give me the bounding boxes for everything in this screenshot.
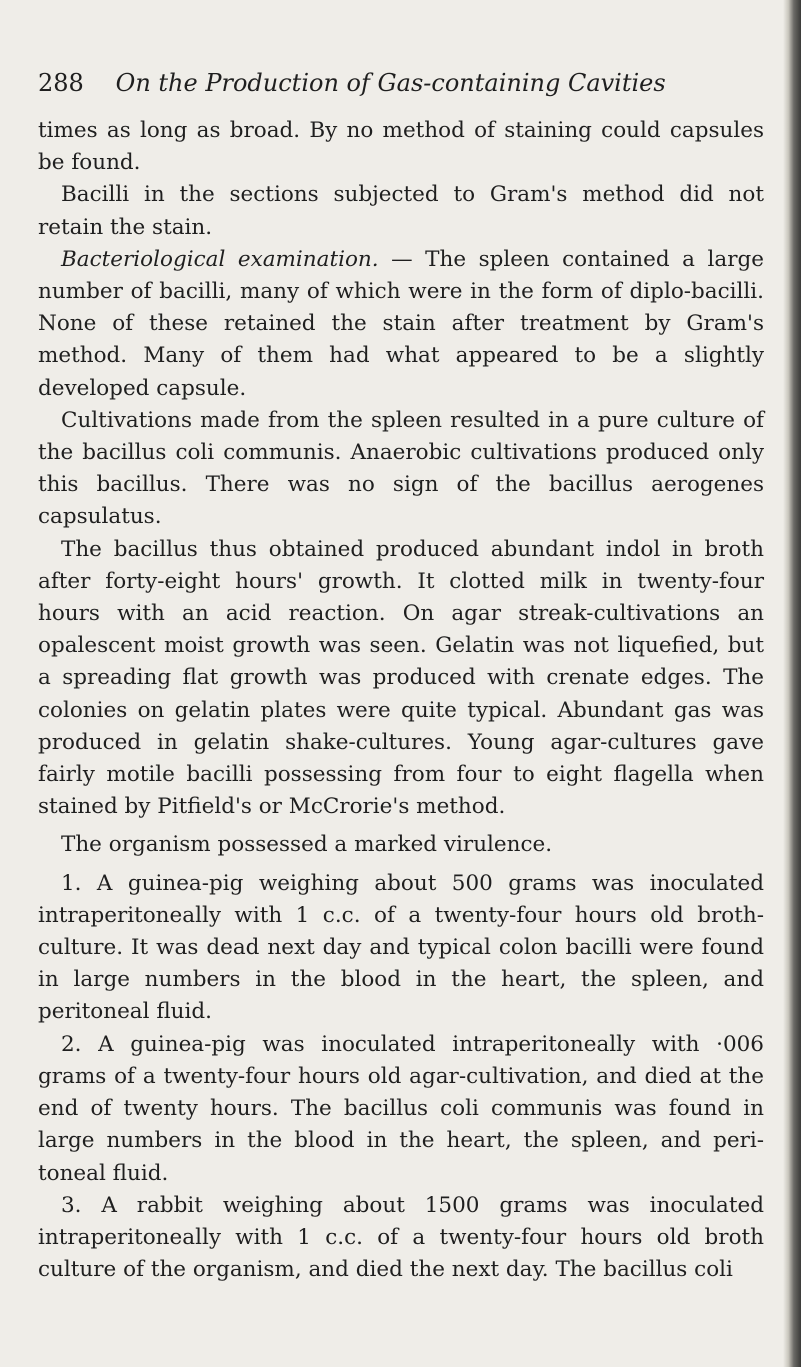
paragraph-experiment-1: 1. A guinea-pig weighing about 500 grams was inoculated intraperitoneally with 1 c.c. of a twenty-four hours old broth-culture. It was dead next day and typical colon bacilli were found in large numbers in the blood in the heart, the spleen, and peritoneal fluid.: [38, 870, 764, 1025]
paragraph-bacteriological: [38, 244, 764, 405]
paragraph-cultivations: Cultivations made from the spleen resulted in a pure culture of the bacillus coli communis. Anaerobic cultivations produced only this bacillus. There was no sign of the bacillus aerogenes capsulatus.: [38, 407, 764, 530]
section-lead: Bacteriological examination.: [61, 246, 379, 272]
paragraph-bacteriological-text: — The spleen contained a large number of bacilli, many of which were in the form of diplo-bacilli. None of these retained the stain after treatment by Gram's method. Many of them had what appeared to be a slightly developed capsule.: [38, 246, 764, 401]
paragraph-bacillus-properties: The bacillus thus obtained produced abundant indol in broth after forty-eight hours' growth. It clotted milk in twenty-four hours with an acid reaction. On agar streak-cultivations an opalescent moist growth was seen. Gelatin was not liquefied, but a spreading flat growth was produced with crenate edges. The colonies on gelatin plates were quite typical. Abundant gas was produced in gelatin shake-cultures. Young agar-cultures gave fairly motile bacilli possessing from four to eight flagella when stained by Pitfield's or McCrorie's method.: [38, 536, 764, 820]
page-header: [38, 68, 758, 98]
body-text: [38, 115, 764, 1286]
paragraph-gram-stain: Bacilli in the sections subjected to Gram's method did not retain the stain.: [38, 182, 764, 240]
paragraph-experiment-2: 2. A guinea-pig was inoculated intraperitoneally with ·006 grams of a twenty-four hours old agar-cultivation, and died at the end of twenty hours. The bacillus coli communis was found in large numbers in the blood in the heart, the spleen, and peri-toneal fluid.: [38, 1031, 764, 1186]
page-number: 288: [38, 69, 84, 97]
paragraph-virulence: The organism possessed a marked virulence.: [61, 832, 553, 858]
paragraph-experiment-3: 3. A rabbit weighing about 1500 grams was inoculated intraperitoneally with 1 c.c. of a twenty-four hours old broth culture of the organism, and died the next day. The bacillus coli: [38, 1192, 764, 1283]
paragraph-continuation: times as long as broad. By no method of staining could capsules be found.: [38, 118, 764, 176]
page-edge-shadow: [783, 0, 801, 1367]
running-title: On the Production of Gas-containing Cavities: [115, 69, 666, 97]
